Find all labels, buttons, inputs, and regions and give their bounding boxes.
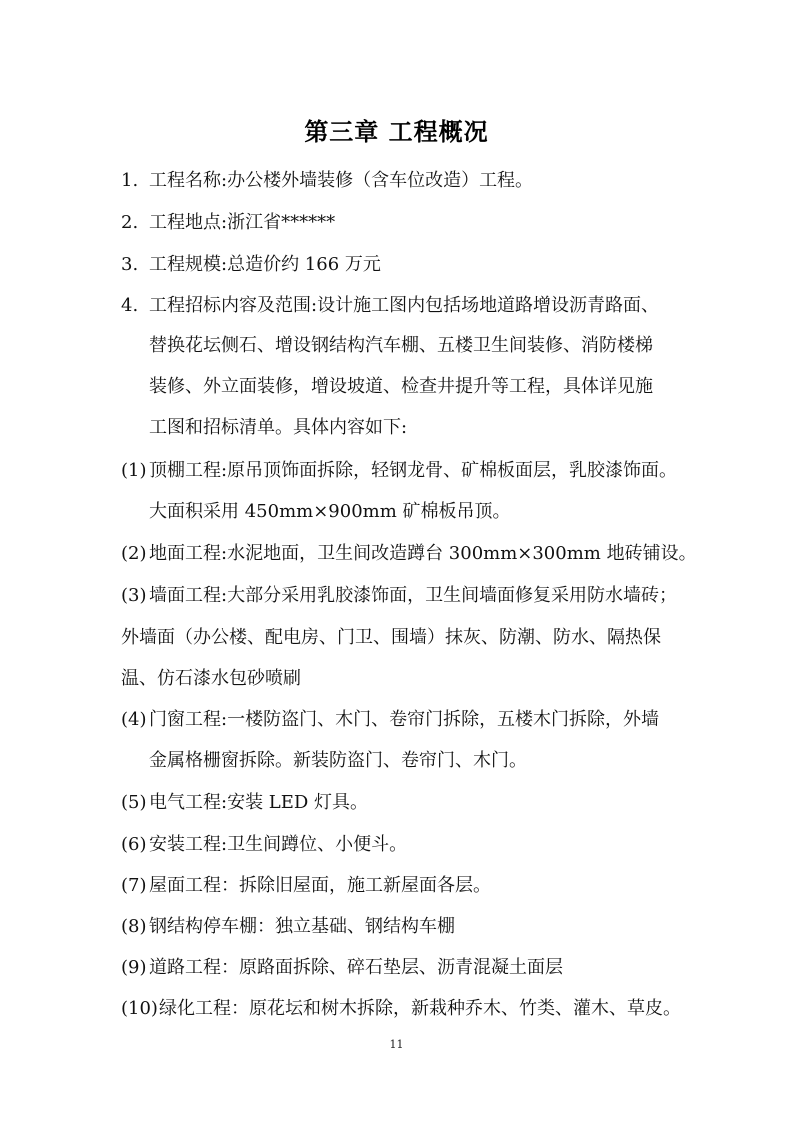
sub-item-continuation: 温、仿石漆水包砂喷刷 [121,668,301,689]
sub-item [121,458,677,484]
sub-item-number: (4) [121,709,147,730]
list-item [121,168,533,194]
item-continuation: 装修、外立面装修，增设坡道、检查井提升等工程，具体详见施 [149,376,653,397]
sub-item-text: 地面工程:水泥地面，卫生间改造蹲台 300mm×300mm 地砖铺设。 [149,543,697,564]
sub-item-number: (6) [121,834,147,855]
sub-item-text: 墙面工程:大部分采用乳胶漆饰面，卫生间墙面修复采用防水墙砖； [149,585,678,606]
item-number: 4. [121,295,139,316]
item-text: 工程名称:办公楼外墙装修（含车位改造）工程。 [149,170,534,191]
sub-item-continuation: 外墙面（办公楼、配电房、门卫、围墙）抹灰、防潮、防水、隔热保 [121,627,661,648]
sub-item-number: (9) [121,957,147,978]
chapter-title: 第三章 工程概况 [304,118,489,146]
sub-item-number: (7) [121,875,147,896]
list-item [121,252,381,278]
item-continuation: 工图和招标清单。具体内容如下: [149,417,408,438]
list-item [121,293,659,319]
item-text: 工程规模:总造价约 166 万元 [149,254,381,275]
sub-item-number: (10) [121,998,158,1019]
sub-item [121,790,368,816]
sub-item [121,914,455,940]
sub-item-number: (5) [121,792,147,813]
sub-item-number: (3) [121,585,147,606]
sub-item [121,541,697,567]
sub-item-continuation: 大面积采用 450mm×900mm 矿棉板吊顶。 [149,501,511,522]
sub-item [121,955,563,981]
sub-item [121,873,491,899]
sub-item-number: (8) [121,916,147,937]
sub-item-continuation: 金属格栅窗拆除。新装防盗门、卷帘门、木门。 [149,750,527,771]
item-number: 2. [121,212,139,233]
sub-item [121,996,681,1022]
item-text: 工程招标内容及范围:设计施工图内包括场地道路增设沥青路面、 [149,295,660,316]
item-continuation: 替换花坛侧石、增设钢结构汽车棚、五楼卫生间装修、消防楼梯 [149,335,653,356]
sub-item [121,707,659,733]
sub-item-text: 安装工程:卫生间蹲位、小便斗。 [149,834,408,855]
sub-item [121,583,677,609]
item-number: 1. [121,170,139,191]
item-text: 工程地点:浙江省****** [149,212,336,233]
sub-item-number: (1) [121,460,147,481]
sub-item-number: (2) [121,543,147,564]
sub-item-text: 绿化工程：原花坛和树木拆除，新栽种乔木、竹类、灌木、草皮。 [159,998,681,1019]
list-item [121,210,335,236]
sub-item-text: 屋面工程：拆除旧屋面，施工新屋面各层。 [149,875,491,896]
sub-item-text: 门窗工程:一楼防盗门、木门、卷帘门拆除，五楼木门拆除，外墙 [149,709,660,730]
sub-item-text: 顶棚工程:原吊顶饰面拆除，轻钢龙骨、矿棉板面层，乳胶漆饰面。 [149,460,678,481]
item-number: 3. [121,254,139,275]
sub-item-text: 道路工程：原路面拆除、碎石垫层、沥青混凝土面层 [149,957,563,978]
page-number: 11 [389,1038,404,1051]
sub-item-text: 钢结构停车棚：独立基础、钢结构车棚 [149,916,455,937]
sub-item [121,832,407,858]
sub-item-text: 电气工程:安装 LED 灯具。 [149,792,369,813]
